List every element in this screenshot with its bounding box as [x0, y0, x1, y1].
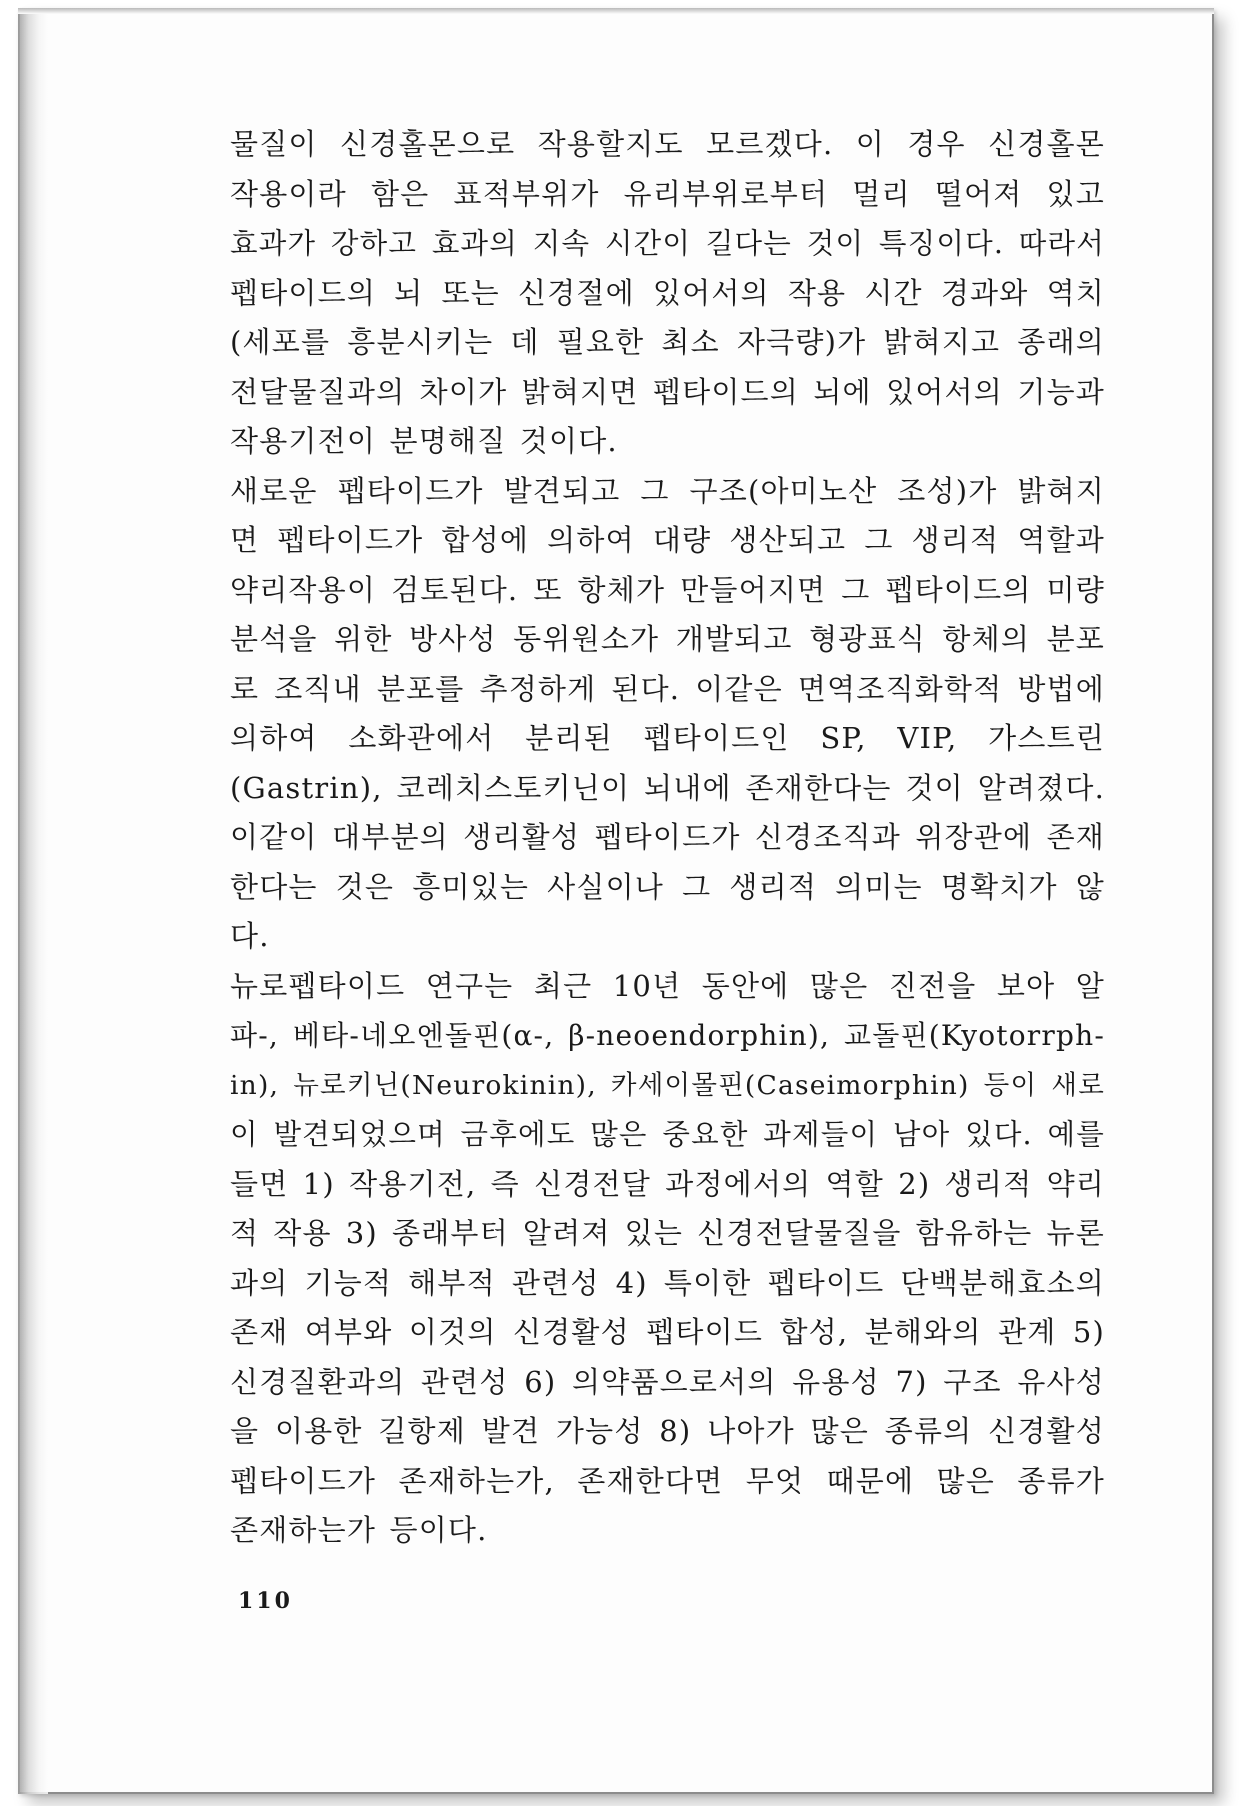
page-spine-shadow — [18, 8, 48, 1794]
text-line: 의하여 소화관에서 분리된 펩타이드인 SP, VIP, 가스트린 — [230, 721, 1105, 755]
text-line: 물질이 신경홀몬으로 작용할지도 모르겠다. 이 경우 신경홀몬 — [230, 127, 1105, 161]
page-top-edge — [18, 8, 1214, 14]
paragraph-1 — [230, 120, 1105, 467]
text-line: 작용기전이 분명해질 것이다. — [230, 424, 618, 458]
text-line: 분석을 위한 방사성 동위원소가 개발되고 형광표식 항체의 분포 — [230, 622, 1105, 656]
text-line: 약리작용이 검토된다. 또 항체가 만들어지면 그 펩타이드의 미량 — [230, 572, 1105, 607]
text-line: 다. — [230, 919, 270, 953]
text-line: (Gastrin), 코레치스토키닌이 뇌내에 존재한다는 것이 알려졌다. — [230, 770, 1105, 805]
text-line: 작용이라 함은 표적부위가 유리부위로부터 멀리 떨어져 있고 — [230, 176, 1105, 211]
text-line: 펩타이드의 뇌 또는 신경절에 있어서의 작용 시간 경과와 역치 — [230, 275, 1105, 310]
text-line: 신경질환과의 관련성 6) 의약품으로서의 유용성 7) 구조 유사성 — [230, 1364, 1105, 1399]
text-line: 새로운 펩타이드가 발견되고 그 구조(아미노산 조성)가 밝혀지 — [230, 473, 1105, 508]
text-line: 을 이용한 길항제 발견 가능성 8) 나아가 많은 종류의 신경활성 — [230, 1414, 1105, 1448]
text-line: 존재 여부와 이것의 신경활성 펩타이드 합성, 분해와의 관계 5) — [230, 1315, 1105, 1349]
text-line: 이 발견되었으며 금후에도 많은 중요한 과제들이 남아 있다. 예를 — [230, 1118, 1105, 1151]
text-line: 적 작용 3) 종래부터 알려져 있는 신경전달물질을 함유하는 뉴론 — [230, 1216, 1105, 1250]
text-line: 이같이 대부분의 생리활성 펩타이드가 신경조직과 위장관에 존재 — [230, 820, 1105, 854]
text-line: 면 펩타이드가 합성에 의하여 대량 생산되고 그 생리적 역할과 — [230, 523, 1105, 557]
text-line: 파-, 베타-네오엔돌핀(α-, β-neoendorphin), 교돌핀(Kyotorrph- — [230, 1019, 1105, 1052]
text-line: 전달물질과의 차이가 밝혀지면 펩타이드의 뇌에 있어서의 기능과 — [230, 374, 1105, 409]
text-line: (세포를 흥분시키는 데 필요한 최소 자극량)가 밝혀지고 종래의 — [230, 325, 1105, 359]
text-line: 펩타이드가 존재하는가, 존재한다면 무엇 때문에 많은 종류가 — [230, 1463, 1105, 1498]
text-line: in), 뉴로키닌(Neurokinin), 카세이몰핀(Caseimorphin) 등이 새로 — [230, 1069, 1105, 1101]
paragraph-3 — [230, 962, 1105, 1556]
text-line: 효과가 강하고 효과의 지속 시간이 길다는 것이 특징이다. 따라서 — [230, 227, 1105, 260]
text-line: 한다는 것은 흥미있는 사실이나 그 생리적 의미는 명확치가 않 — [230, 869, 1105, 904]
text-line: 과의 기능적 해부적 관련성 4) 특이한 펩타이드 단백분해효소의 — [230, 1265, 1105, 1300]
text-line: 로 조직내 분포를 추정하게 된다. 이같은 면역조직화학적 방법에 — [230, 671, 1105, 706]
paragraph-2 — [230, 467, 1105, 962]
page-number: 110 — [238, 1588, 293, 1614]
body-text — [230, 120, 1105, 1556]
text-line: 들면 1) 작용기전, 즉 신경전달 과정에서의 역할 2) 생리적 약리 — [230, 1166, 1105, 1201]
text-line: 존재하는가 등이다. — [230, 1513, 488, 1547]
text-line: 뉴로펩타이드 연구는 최근 10년 동안에 많은 진전을 보아 알 — [230, 968, 1105, 1003]
